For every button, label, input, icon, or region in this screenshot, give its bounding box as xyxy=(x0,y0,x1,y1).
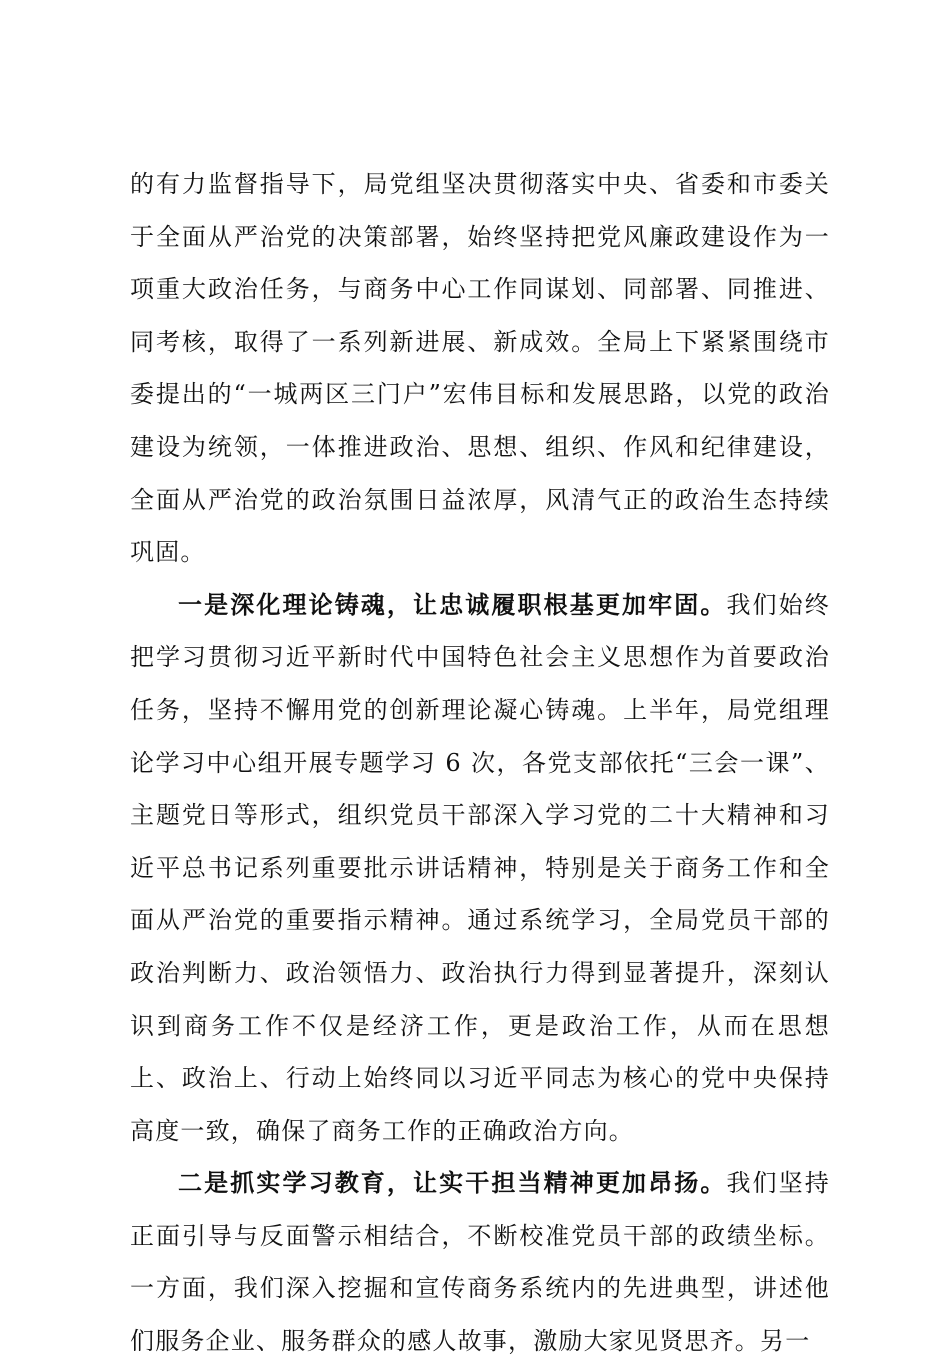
paragraph-text: 我们坚持正面引导与反面警示相结合，不断校准党员干部的政绩坐标。一方面，我们深入挖掘和宣传商务系统内的先进典型，讲述他们服务企业、服务群众的感人故事，激励大家见贤思齐。另一 xyxy=(130,1169,830,1356)
paragraph-text: 的有力监督指导下，局党组坚决贯彻落实中央、省委和市委关于全面从严治党的决策部署，始终坚持把党风廉政建设作为一项重大政治任务，与商务中心工作同谋划、同部署、同推进、同考核，取得了一系列新进展、新成效。全局上下紧紧围绕市委提出的“一城两区三门户”宏伟目标和发展思路，以党的政治建设为统领，一体推进政治、思想、组织、作风和纪律建设，全面从严治党的政治氛围日益浓厚，风清气正的政治生态持续巩固。 xyxy=(130,170,830,567)
paragraph-theory xyxy=(130,579,830,1158)
paragraph-lead: 一是深化理论铸魂，让忠诚履职根基更加牢固。 xyxy=(178,589,727,619)
paragraph-lead: 二是抓实学习教育，让实干担当精神更加昂扬。 xyxy=(178,1168,727,1198)
paragraph-intro xyxy=(130,158,830,579)
paragraph-education xyxy=(130,1157,830,1367)
paragraph-text: 我们始终把学习贯彻习近平新时代中国特色社会主义思想作为首要政治任务，坚持不懈用党的创新理论凝心铸魂。上半年，局党组理论学习中心组开展专题学习 6 次，各党支部依托“三会一课”、主题党日等形式，组织党员干部深入学习党的二十大精神和习近平总书记系列重要批示讲话精神，特别是关于商务工作和全面从严治党的重要指示精神。通过系统学习，全局党员干部的政治判断力、政治领悟力、政治执行力得到显著提升，深刻认识到商务工作不仅是经济工作，更是政治工作，从而在思想上、政治上、行动上始终同以习近平同志为核心的党中央保持高度一致，确保了商务工作的正确政治方向。 xyxy=(130,590,830,1145)
document-body xyxy=(130,158,830,1368)
